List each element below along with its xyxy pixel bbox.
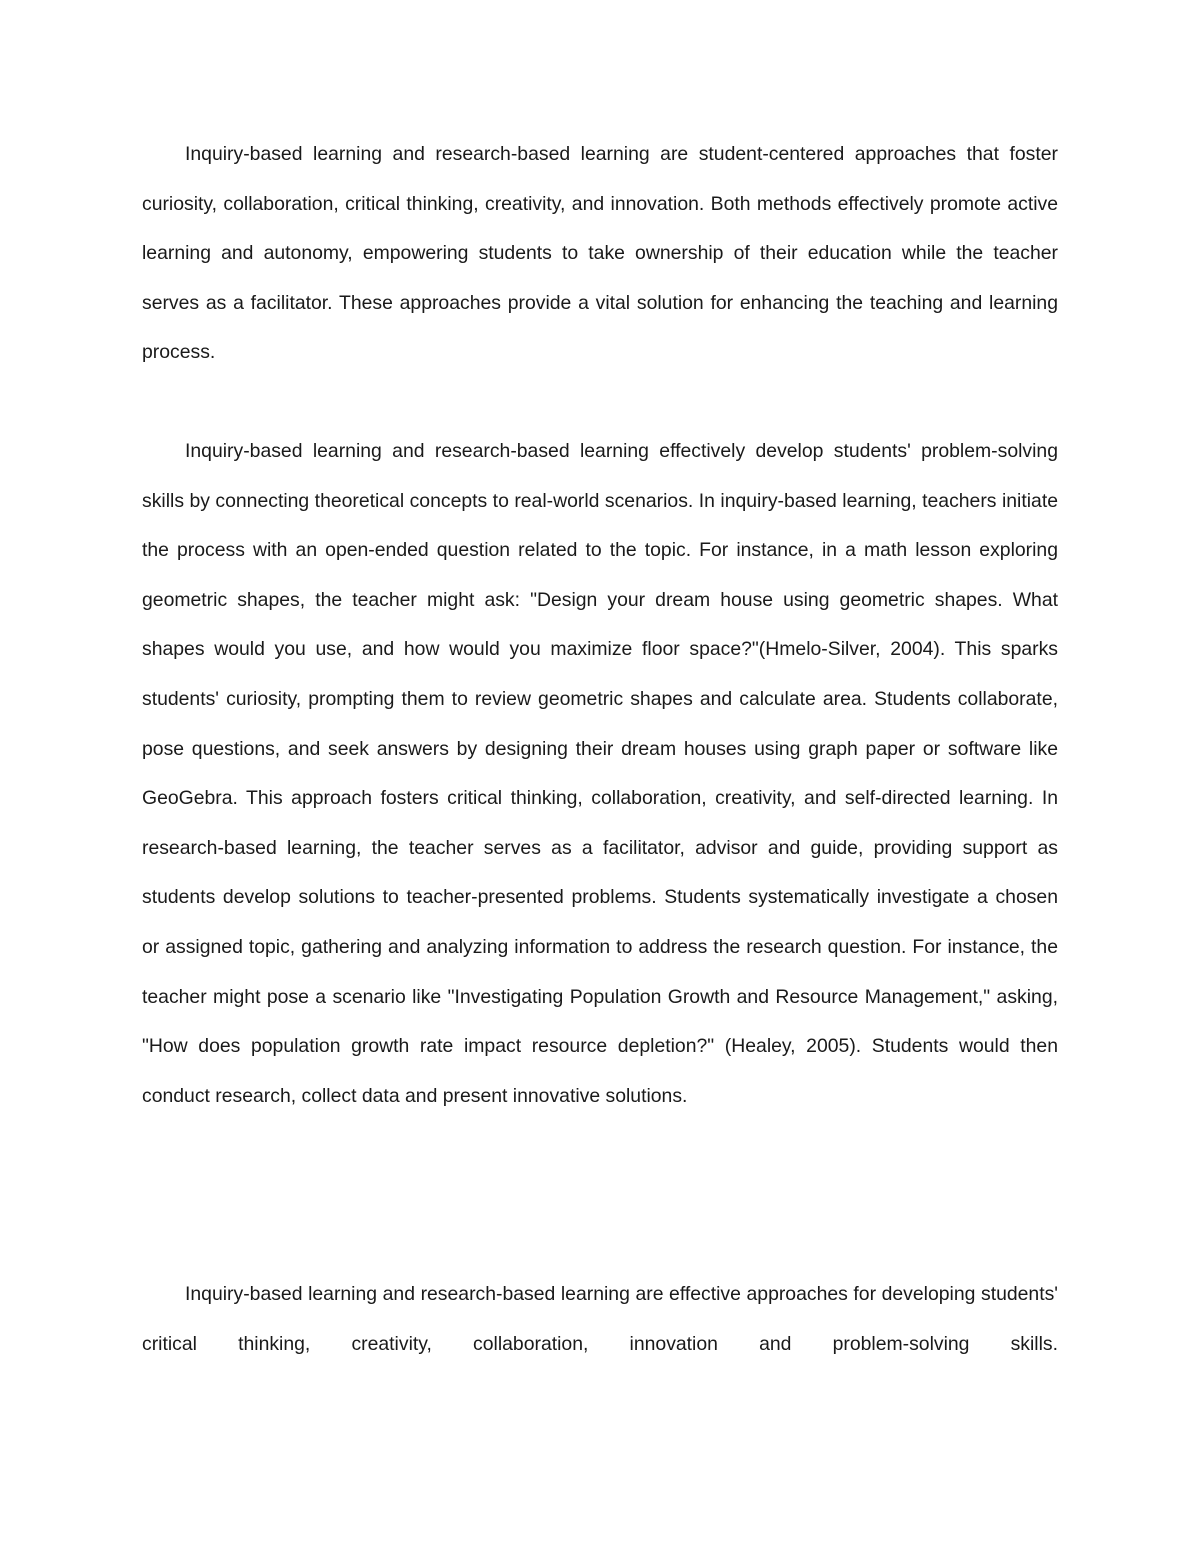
paragraph-2: Inquiry-based learning and research-based learning effectively develop students' problem-solving skills by connecting theoretical concepts to real-world scenarios. In inquiry-based learning, teachers initiate the process with an open-ended question related to the topic. For instance, in a math lesson exploring geometric shapes, the teacher might ask: "Design your dream house using geometric shapes. What shapes would you use, and how would you maximize floor space?"(Hmelo-Silver, 2004). This sparks students' curiosity, prompting them to review geometric shapes and calculate area. Students collaborate, pose questions, and seek answers by designing their dream houses using graph paper or software like GeoGebra. This approach fosters critical thinking, collaboration, creativity, and self-directed learning. In research-based learning, the teacher serves as a facilitator, advisor and guide, providing support as students develop solutions to teacher-presented problems. Students systematically investigate a chosen or assigned topic, gathering and analyzing information to address the research question. For instance, the teacher might pose a scenario like "Investigating Population Growth and Resource Management," asking, "How does population growth rate impact resource depletion?" (Healey, 2005). Students would then conduct research, collect data and present innovative solutions.	[142, 440, 1058, 1107]
paragraph-1: Inquiry-based learning and research-based learning are student-centered approaches that foster curiosity, collaboration, critical thinking, creativity, and innovation. Both methods effectively promote active learning and autonomy, empowering students to take ownership of their education while the teacher serves as a facilitator. These approaches provide a vital solution for enhancing the teaching and learning process.	[142, 143, 1058, 364]
paragraph-3: Inquiry-based learning and research-based learning are effective approaches for developing students' critical thinking, creativity, collaboration, innovation and problem-solving skills.	[142, 1283, 1058, 1355]
